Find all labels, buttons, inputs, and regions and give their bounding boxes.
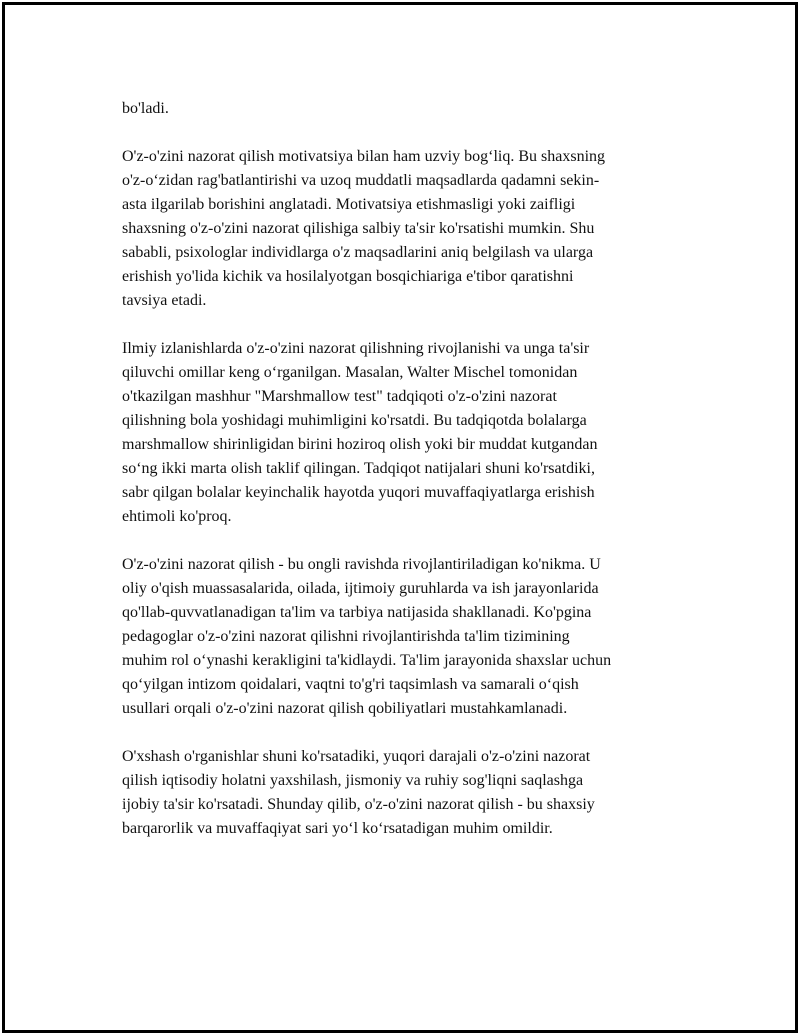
text-line: O'z-o'zini nazorat qilish - bu ongli ravishda rivojlantiriladigan ko'nikma. U — [122, 556, 601, 573]
text-line: O'z-o'zini nazorat qilish motivatsiya bilan ham uzviy bog‘liq. Bu shaxsning — [122, 148, 606, 165]
text-line: barqarorlik va muvaffaqiyat sari yo‘l ko‘rsatadigan muhim omildir. — [122, 820, 553, 837]
paragraph-3 — [122, 337, 682, 529]
paragraph-2 — [122, 145, 682, 313]
text-line: qo'llab-quvvatlanadigan ta'lim va tarbiya natijasida shakllanadi. Ko'pgina — [122, 604, 592, 621]
text-line: so‘ng ikki marta olish taklif qilingan. Tadqiqot natijalari shuni ko'rsatdiki, — [122, 460, 595, 477]
text-line: bo'ladi. — [122, 100, 169, 117]
paragraph-1 — [122, 97, 682, 121]
text-line: sabr qilgan bolalar keyinchalik hayotda yuqori muvaffaqiyatlarga erishish — [122, 484, 595, 501]
text-line: oliy o'qish muassasalarida, oilada, ijtimoiy guruhlarda va ish jarayonlarida — [122, 580, 599, 597]
text-line: tavsiya etadi. — [122, 292, 207, 309]
text-line: sababli, psixologlar individlarga o'z maqsadlarini aniq belgilash va ularga — [122, 244, 594, 261]
page-frame — [2, 2, 798, 1033]
text-line: usullari orqali o'z-o'zini nazorat qilish qobiliyatlari mustahkamlanadi. — [122, 700, 568, 717]
text-line: qiluvchi omillar keng o‘rganilgan. Masalan, Walter Mischel tomonidan — [122, 364, 578, 381]
text-line: qilishning bola yoshidagi muhimligini ko'rsatdi. Bu tadqiqotda bolalarga — [122, 412, 587, 429]
text-line: o'z-o‘zidan rag'batlantirishi va uzoq muddatli maqsadlarda qadamni sekin- — [122, 172, 600, 189]
text-line: ijobiy ta'sir ko'rsatadi. Shunday qilib, o'z-o'zini nazorat qilish - bu shaxsiy — [122, 796, 595, 813]
text-line: ehtimoli ko'proq. — [122, 508, 232, 525]
text-line: muhim rol o‘ynashi kerakligini ta'kidlaydi. Ta'lim jarayonida shaxslar uchun — [122, 652, 612, 669]
text-line: erishish yo'lida kichik va hosilalyotgan bosqichiariga e'tibor qaratishni — [122, 268, 574, 285]
text-line: marshmallow shirinligidan birini hoziroq olish yoki bir muddat kutgandan — [122, 436, 598, 453]
text-line: qilish iqtisodiy holatni yaxshilash, jismoniy va ruhiy sog'liqni saqlashga — [122, 772, 584, 789]
text-line: shaxsning o'z-o'zini nazorat qilishiga salbiy ta'sir ko'rsatishi mumkin. Shu — [122, 220, 595, 237]
text-line: pedagoglar o'z-o'zini nazorat qilishni rivojlantirishda ta'lim tizimining — [122, 628, 570, 645]
text-line: Ilmiy izlanishlarda o'z-o'zini nazorat qilishning rivojlanishi va unga ta'sir — [122, 340, 590, 357]
text-line: asta ilgarilab borishini anglatadi. Motivatsiya etishmasligi yoki zaifligi — [122, 196, 576, 213]
paragraph-4 — [122, 553, 682, 721]
text-line: qo‘yilgan intizom qoidalari, vaqtni to'g'ri taqsimlash va samarali o‘qish — [122, 676, 579, 693]
paragraph-5 — [122, 745, 682, 841]
text-line: o'tkazilgan mashhur "Marshmallow test" tadqiqoti o'z-o'zini nazorat — [122, 388, 557, 405]
document-body — [122, 97, 682, 865]
text-line: O'xshash o'rganishlar shuni ko'rsatadiki, yuqori darajali o'z-o'zini nazorat — [122, 748, 591, 765]
